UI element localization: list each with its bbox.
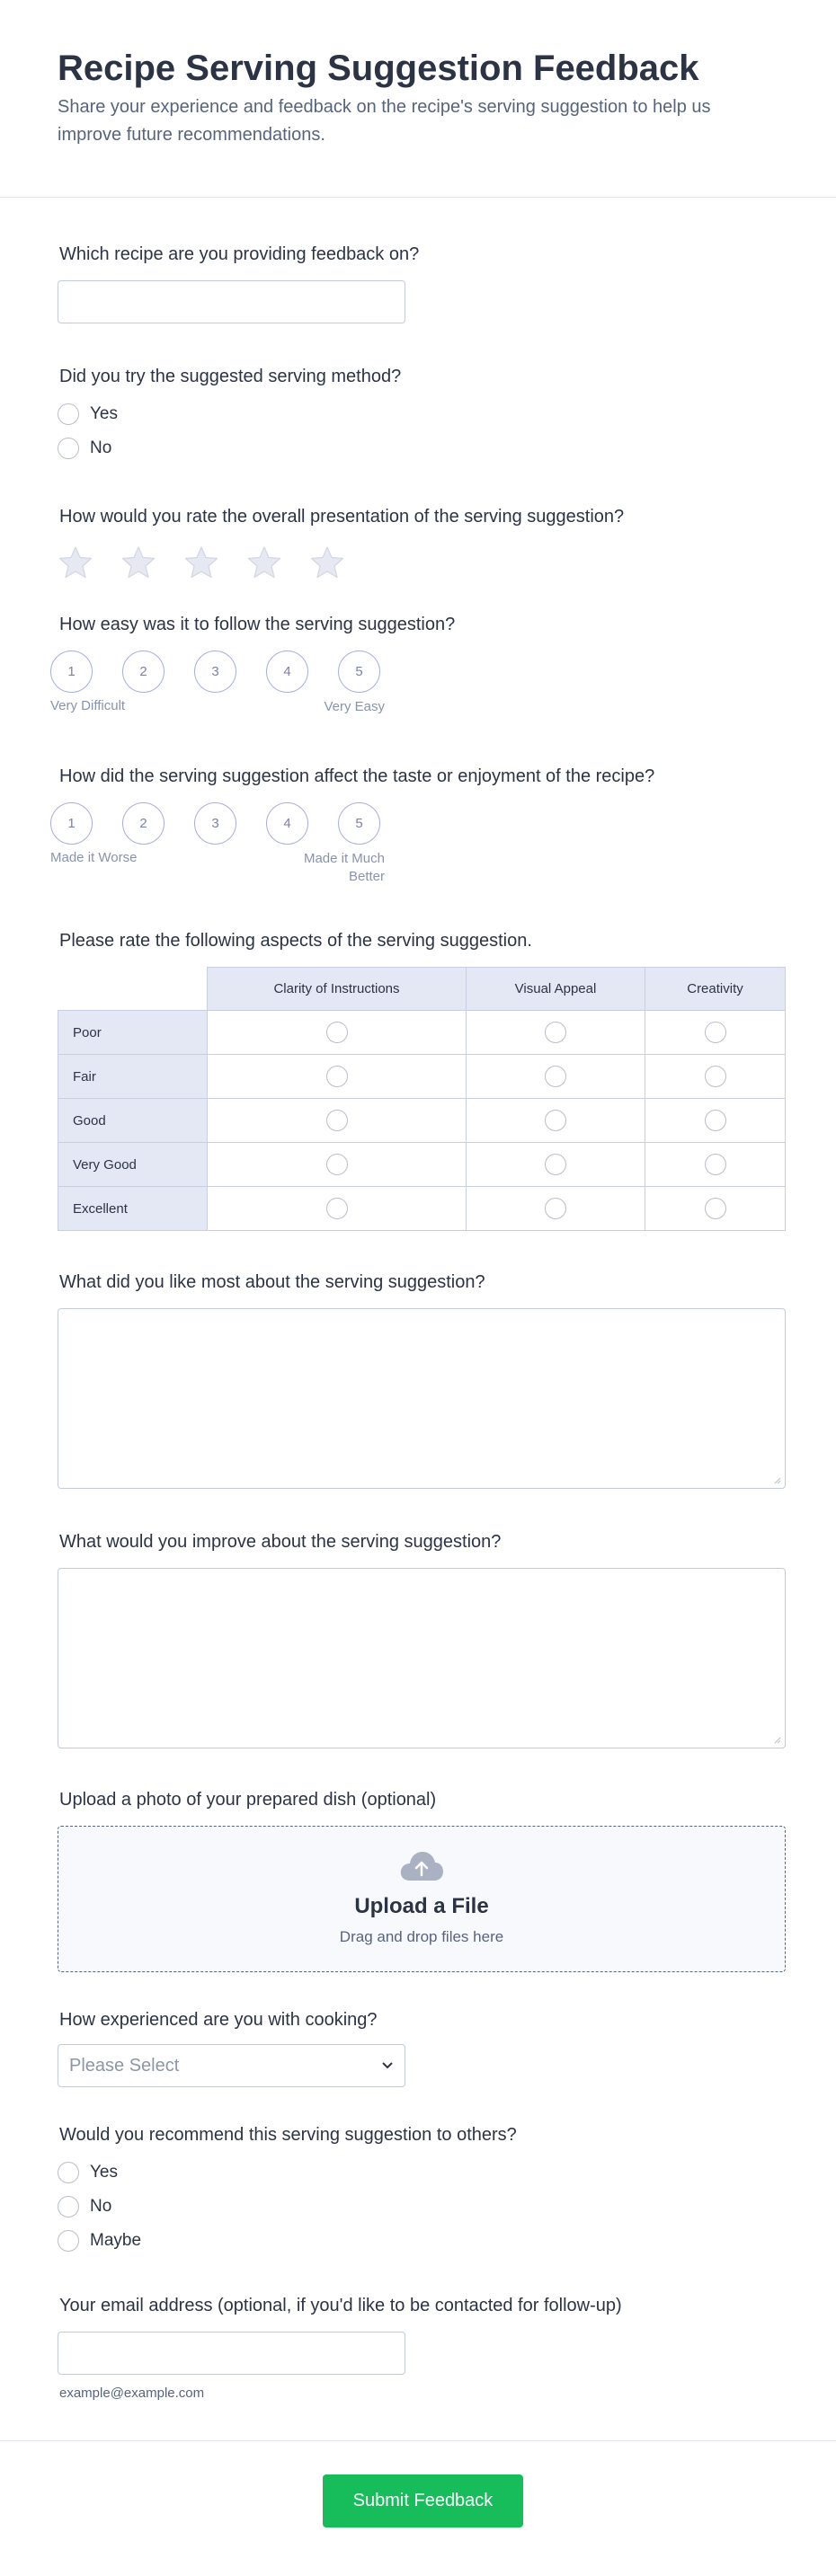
radio-option-no[interactable]	[58, 431, 786, 465]
question-liked	[58, 1270, 786, 1489]
radio-option-yes[interactable]	[58, 397, 786, 431]
question-presentation	[58, 505, 786, 580]
matrix-row	[58, 1011, 786, 1055]
select-placeholder: Please Select	[69, 2055, 180, 2076]
matrix-cell[interactable]	[645, 1011, 786, 1055]
question-label: Please rate the following aspects of the serving suggestion.	[59, 931, 532, 951]
file-upload-dropzone[interactable]	[58, 1826, 786, 1972]
chevron-down-icon	[381, 2061, 394, 2070]
question-label: How did the serving suggestion affect the taste or enjoyment of the recipe?	[59, 766, 655, 786]
matrix-row	[58, 1099, 786, 1143]
taste-scale	[50, 802, 786, 845]
radio-option-no[interactable]	[58, 2190, 786, 2224]
matrix-radio[interactable]	[326, 1110, 348, 1131]
radio-button[interactable]	[58, 2196, 79, 2217]
form-footer	[0, 2440, 836, 2576]
matrix-row	[58, 1187, 786, 1231]
matrix-radio[interactable]	[705, 1154, 726, 1175]
matrix-cell[interactable]	[645, 1055, 786, 1099]
matrix-corner	[58, 968, 208, 1011]
scale-option-4[interactable]: 4	[266, 802, 308, 845]
question-label: What would you improve about the serving suggestion?	[59, 1532, 502, 1552]
matrix-radio[interactable]	[545, 1154, 566, 1175]
star-icon[interactable]	[309, 544, 345, 580]
scale-option-1[interactable]: 1	[50, 651, 93, 693]
question-matrix	[58, 929, 786, 1231]
star-icon[interactable]	[120, 544, 156, 580]
matrix-cell[interactable]	[645, 1099, 786, 1143]
question-label: How easy was it to follow the serving suggestion?	[59, 615, 456, 634]
question-taste	[50, 765, 786, 893]
form-body	[0, 243, 836, 2401]
scale-low-label: Made it Worse	[50, 850, 138, 865]
matrix-row-label: Fair	[58, 1055, 208, 1099]
matrix-radio[interactable]	[705, 1022, 726, 1043]
matrix-column-header: Clarity of Instructions	[208, 968, 467, 1011]
question-improve	[58, 1530, 786, 1748]
star-icon[interactable]	[183, 544, 219, 580]
matrix-radio[interactable]	[326, 1198, 348, 1219]
email-input[interactable]	[58, 2332, 405, 2375]
matrix-row	[58, 1143, 786, 1187]
scale-high-label: Very Easy	[324, 699, 385, 714]
matrix-column-header: Creativity	[645, 968, 786, 1011]
upload-title: Upload a File	[354, 1894, 489, 1918]
matrix-cell[interactable]	[467, 1055, 645, 1099]
matrix-row	[58, 1055, 786, 1099]
matrix-radio[interactable]	[326, 1066, 348, 1087]
radio-label: No	[90, 438, 112, 457]
question-recipe	[58, 243, 786, 323]
matrix-cell[interactable]	[208, 1143, 467, 1187]
matrix-column-header: Visual Appeal	[467, 968, 645, 1011]
radio-option-yes[interactable]	[58, 2156, 786, 2190]
liked-textarea[interactable]	[58, 1308, 786, 1489]
form-subtitle: Share your experience and feedback on the recipe's serving suggestion to help us improve future recommendations.	[58, 97, 711, 145]
form-title: Recipe Serving Suggestion Feedback	[58, 49, 699, 88]
radio-button[interactable]	[58, 2162, 79, 2183]
matrix-radio[interactable]	[326, 1022, 348, 1043]
matrix-cell[interactable]	[208, 1099, 467, 1143]
scale-low-label: Very Difficult	[50, 698, 126, 713]
question-recommend	[58, 2123, 786, 2258]
star-icon[interactable]	[58, 544, 93, 580]
radio-option-maybe[interactable]	[58, 2224, 786, 2258]
matrix-row-label: Very Good	[58, 1143, 208, 1187]
matrix-radio[interactable]	[545, 1066, 566, 1087]
submit-button[interactable]: Submit Feedback	[323, 2474, 523, 2527]
matrix-cell[interactable]	[467, 1099, 645, 1143]
matrix-cell[interactable]	[208, 1011, 467, 1055]
scale-labels	[50, 845, 385, 893]
matrix-cell[interactable]	[467, 1187, 645, 1231]
question-label: How experienced are you with cooking?	[59, 2010, 378, 2030]
star-icon[interactable]	[246, 544, 282, 580]
question-label: Upload a photo of your prepared dish (optional)	[59, 1790, 437, 1810]
radio-label: Yes	[90, 404, 118, 423]
email-hint: example@example.com	[59, 2386, 205, 2401]
matrix-radio[interactable]	[705, 1066, 726, 1087]
recipe-input[interactable]	[58, 280, 405, 323]
scale-option-3[interactable]: 3	[194, 651, 236, 693]
question-label: Would you recommend this serving suggestion to others?	[59, 2125, 517, 2145]
improve-textarea[interactable]	[58, 1568, 786, 1748]
matrix-cell[interactable]	[467, 1143, 645, 1187]
matrix-radio[interactable]	[705, 1198, 726, 1219]
scale-option-3[interactable]: 3	[194, 802, 236, 845]
matrix-row-label: Excellent	[58, 1187, 208, 1231]
question-experience	[58, 2008, 786, 2087]
question-label: Your email address (optional, if you'd like to be contacted for follow-up)	[59, 2296, 622, 2315]
scale-option-5[interactable]: 5	[338, 651, 380, 693]
matrix-row-label: Poor	[58, 1011, 208, 1055]
scale-option-2[interactable]: 2	[122, 651, 165, 693]
form-header	[0, 0, 836, 198]
question-photo	[58, 1788, 786, 1972]
question-label: How would you rate the overall presentation of the serving suggestion?	[59, 507, 625, 527]
matrix-radio[interactable]	[545, 1198, 566, 1219]
radio-label: No	[90, 2197, 112, 2216]
rating-matrix	[58, 967, 786, 1231]
question-email	[58, 2294, 786, 2401]
scale-option-1[interactable]: 1	[50, 802, 93, 845]
matrix-cell[interactable]	[645, 1187, 786, 1231]
question-ease	[50, 613, 786, 727]
resize-handle-icon[interactable]	[772, 1735, 781, 1744]
radio-button[interactable]	[58, 2230, 79, 2252]
radio-button[interactable]	[58, 438, 79, 459]
question-label: Did you try the suggested serving method?	[59, 367, 402, 386]
matrix-radio[interactable]	[326, 1154, 348, 1175]
upload-subtitle: Drag and drop files here	[339, 1928, 504, 1945]
scale-option-5[interactable]: 5	[338, 802, 380, 845]
question-tried	[58, 365, 786, 465]
scale-option-4[interactable]: 4	[266, 651, 308, 693]
matrix-row-label: Good	[58, 1099, 208, 1143]
question-label: Which recipe are you providing feedback on?	[59, 244, 420, 264]
matrix-cell[interactable]	[467, 1011, 645, 1055]
matrix-radio[interactable]	[545, 1022, 566, 1043]
ease-scale	[50, 651, 786, 693]
question-label: What did you like most about the serving suggestion?	[59, 1272, 485, 1292]
radio-label: Maybe	[90, 2231, 142, 2250]
matrix-cell[interactable]	[645, 1143, 786, 1187]
matrix-cell[interactable]	[208, 1055, 467, 1099]
scale-labels	[50, 693, 385, 727]
upload-cloud-icon	[399, 1850, 444, 1882]
scale-option-2[interactable]: 2	[122, 802, 165, 845]
experience-select[interactable]	[58, 2044, 405, 2087]
matrix-radio[interactable]	[705, 1110, 726, 1131]
radio-label: Yes	[90, 2163, 118, 2182]
matrix-cell[interactable]	[208, 1187, 467, 1231]
scale-high-label: Made it Much Better	[303, 851, 385, 884]
matrix-radio[interactable]	[545, 1110, 566, 1131]
star-rating	[58, 544, 786, 580]
resize-handle-icon[interactable]	[772, 1475, 781, 1484]
radio-button[interactable]	[58, 403, 79, 425]
